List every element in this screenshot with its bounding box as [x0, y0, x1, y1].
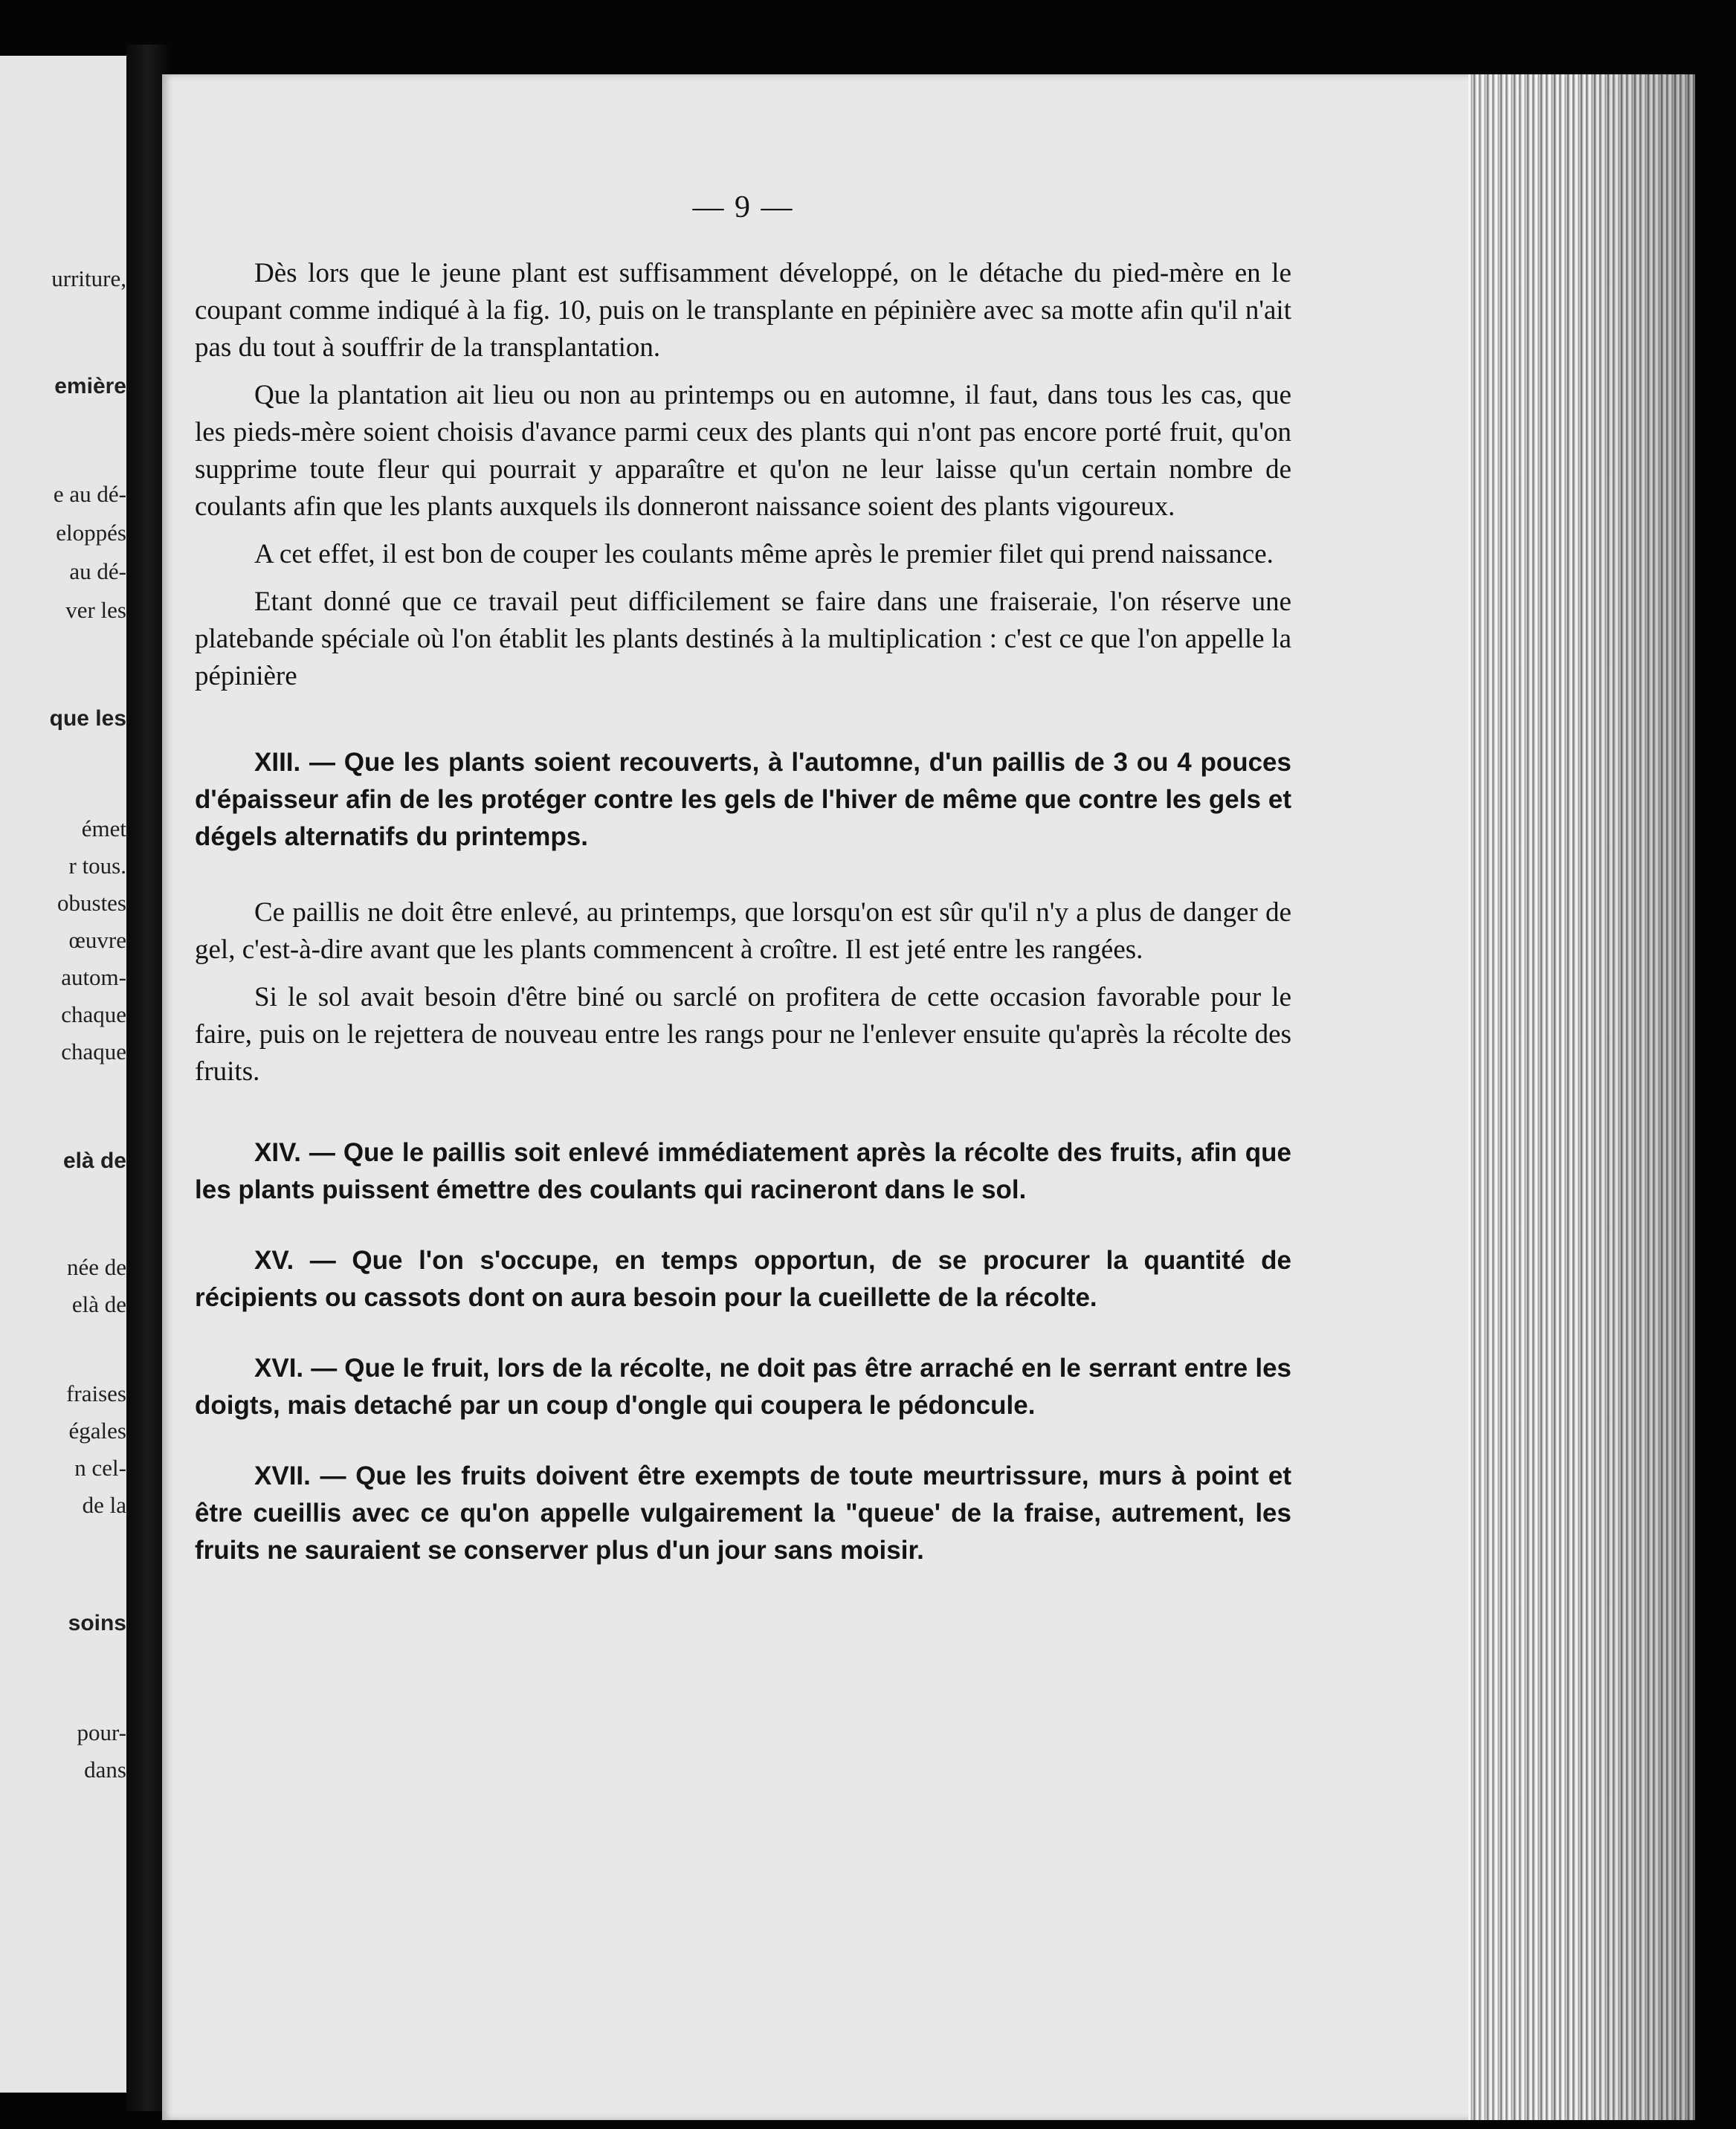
paragraph: A cet effet, il est bon de couper les coulants même après le premier filet qui prend naissance.	[254, 539, 1274, 569]
left-fragment: n cel-	[74, 1455, 126, 1481]
left-fragment: urriture,	[51, 265, 126, 291]
left-fragment: née de	[66, 1254, 126, 1280]
left-fragment: pour-	[77, 1719, 126, 1745]
left-fragment: œuvre	[68, 927, 126, 953]
left-fragment: émet	[81, 815, 126, 841]
left-fragment: égales	[68, 1418, 126, 1444]
left-fragment: chaque	[61, 1001, 126, 1027]
left-fragment: r tous.	[68, 853, 126, 879]
page-edge-shade	[1468, 74, 1695, 2120]
paragraph: Ce paillis ne doit être enlevé, au printemps, que lorsqu'on est sûr qu'il n'y a plus de danger de gel, c'est-à-dire avant que les plants commencent à croître. Il est jeté entre les rangées.	[195, 897, 1291, 965]
paragraph: Que la plantation ait lieu ou non au printemps ou en automne, il faut, dans tous les cas, que les pieds-mère soient choisis d'avance parmi ceux des plants qui n'ont pas encore porté fruit, qu'on supprime toute fleur qui pourrait y apparaître et qu'on ne leur laisse qu'un certain nombre de coulants afin que les plants auxquels ils donneront naissance soient des plants vigoureux.	[195, 380, 1291, 522]
previous-page-strip	[0, 56, 126, 2093]
paragraph: Dès lors que le jeune plant est suffisamment développé, on le détache du pied-mère en le coupant comme indiqué à la fig. 10, puis on le transplante en pépinière avec sa motte afin qu'il n'ait pas du tout à souffrir de la transplantation.	[195, 258, 1291, 363]
rule-xiii: XIII. — Que les plants soient recouverts, à l'automne, d'un paillis de 3 ou 4 pouces d'épaisseur afin de les protéger contre les gels de l'hiver de même que contre les gels et dégels alternatifs du printemps.	[195, 748, 1291, 851]
left-fragment: que les	[49, 706, 126, 731]
rule-xvi: XVI. — Que le fruit, lors de la récolte, ne doit pas être arraché en le serrant entre les doigts, mais detaché par un coup d'ongle qui coupera le pédoncule.	[195, 1354, 1291, 1420]
rule-xiv: XIV. — Que le paillis soit enlevé immédiatement après la récolte des fruits, afin que les plants puissent émettre des coulants qui racineront dans le sol.	[195, 1138, 1291, 1204]
left-fragment: de la	[82, 1492, 126, 1518]
paragraph: Si le sol avait besoin d'être biné ou sarclé on profitera de cette occasion favorable pour le faire, puis on le rejettera de nouveau entre les rangs pour ne l'enlever ensuite qu'après la récolte des fruits.	[195, 982, 1291, 1087]
left-fragment: dans	[84, 1757, 126, 1783]
rule-xvii: XVII. — Que les fruits doivent être exempts de toute meurtrissure, murs à point et être cueillis avec ce qu'on appelle vulgairement la "queue' de la fraise, autrement, les fruits ne sauraient se conserver plus d'un jour sans moisir.	[195, 1461, 1291, 1565]
left-fragment: fraises	[66, 1380, 126, 1406]
page-content	[195, 190, 1291, 1569]
left-fragment: au dé-	[69, 558, 126, 584]
left-fragment: elà de	[62, 1149, 126, 1173]
left-fragment: emière	[54, 374, 126, 398]
left-fragment: obustes	[57, 890, 126, 916]
rule-xv: XV. — Que l'on s'occupe, en temps opportun, de se procurer la quantité de récipients ou cassots dont on aura besoin pour la cueillette de la récolte.	[195, 1246, 1291, 1312]
left-fragment: autom-	[61, 964, 126, 990]
left-fragment: chaque	[61, 1038, 126, 1064]
left-fragment: e au dé-	[53, 481, 126, 507]
page-number: — 9 —	[692, 190, 794, 224]
left-fragment: soins	[68, 1611, 126, 1635]
left-fragment: ver les	[65, 597, 126, 623]
left-fragment: eloppés	[56, 520, 126, 546]
left-fragment: elà de	[71, 1291, 126, 1317]
paragraph: Etant donné que ce travail peut difficilement se faire dans une fraiseraie, l'on réserve une platebande spéciale où l'on établit les plants destinés à la multiplication : c'est ce que l'on appelle la pépinière	[195, 587, 1291, 691]
